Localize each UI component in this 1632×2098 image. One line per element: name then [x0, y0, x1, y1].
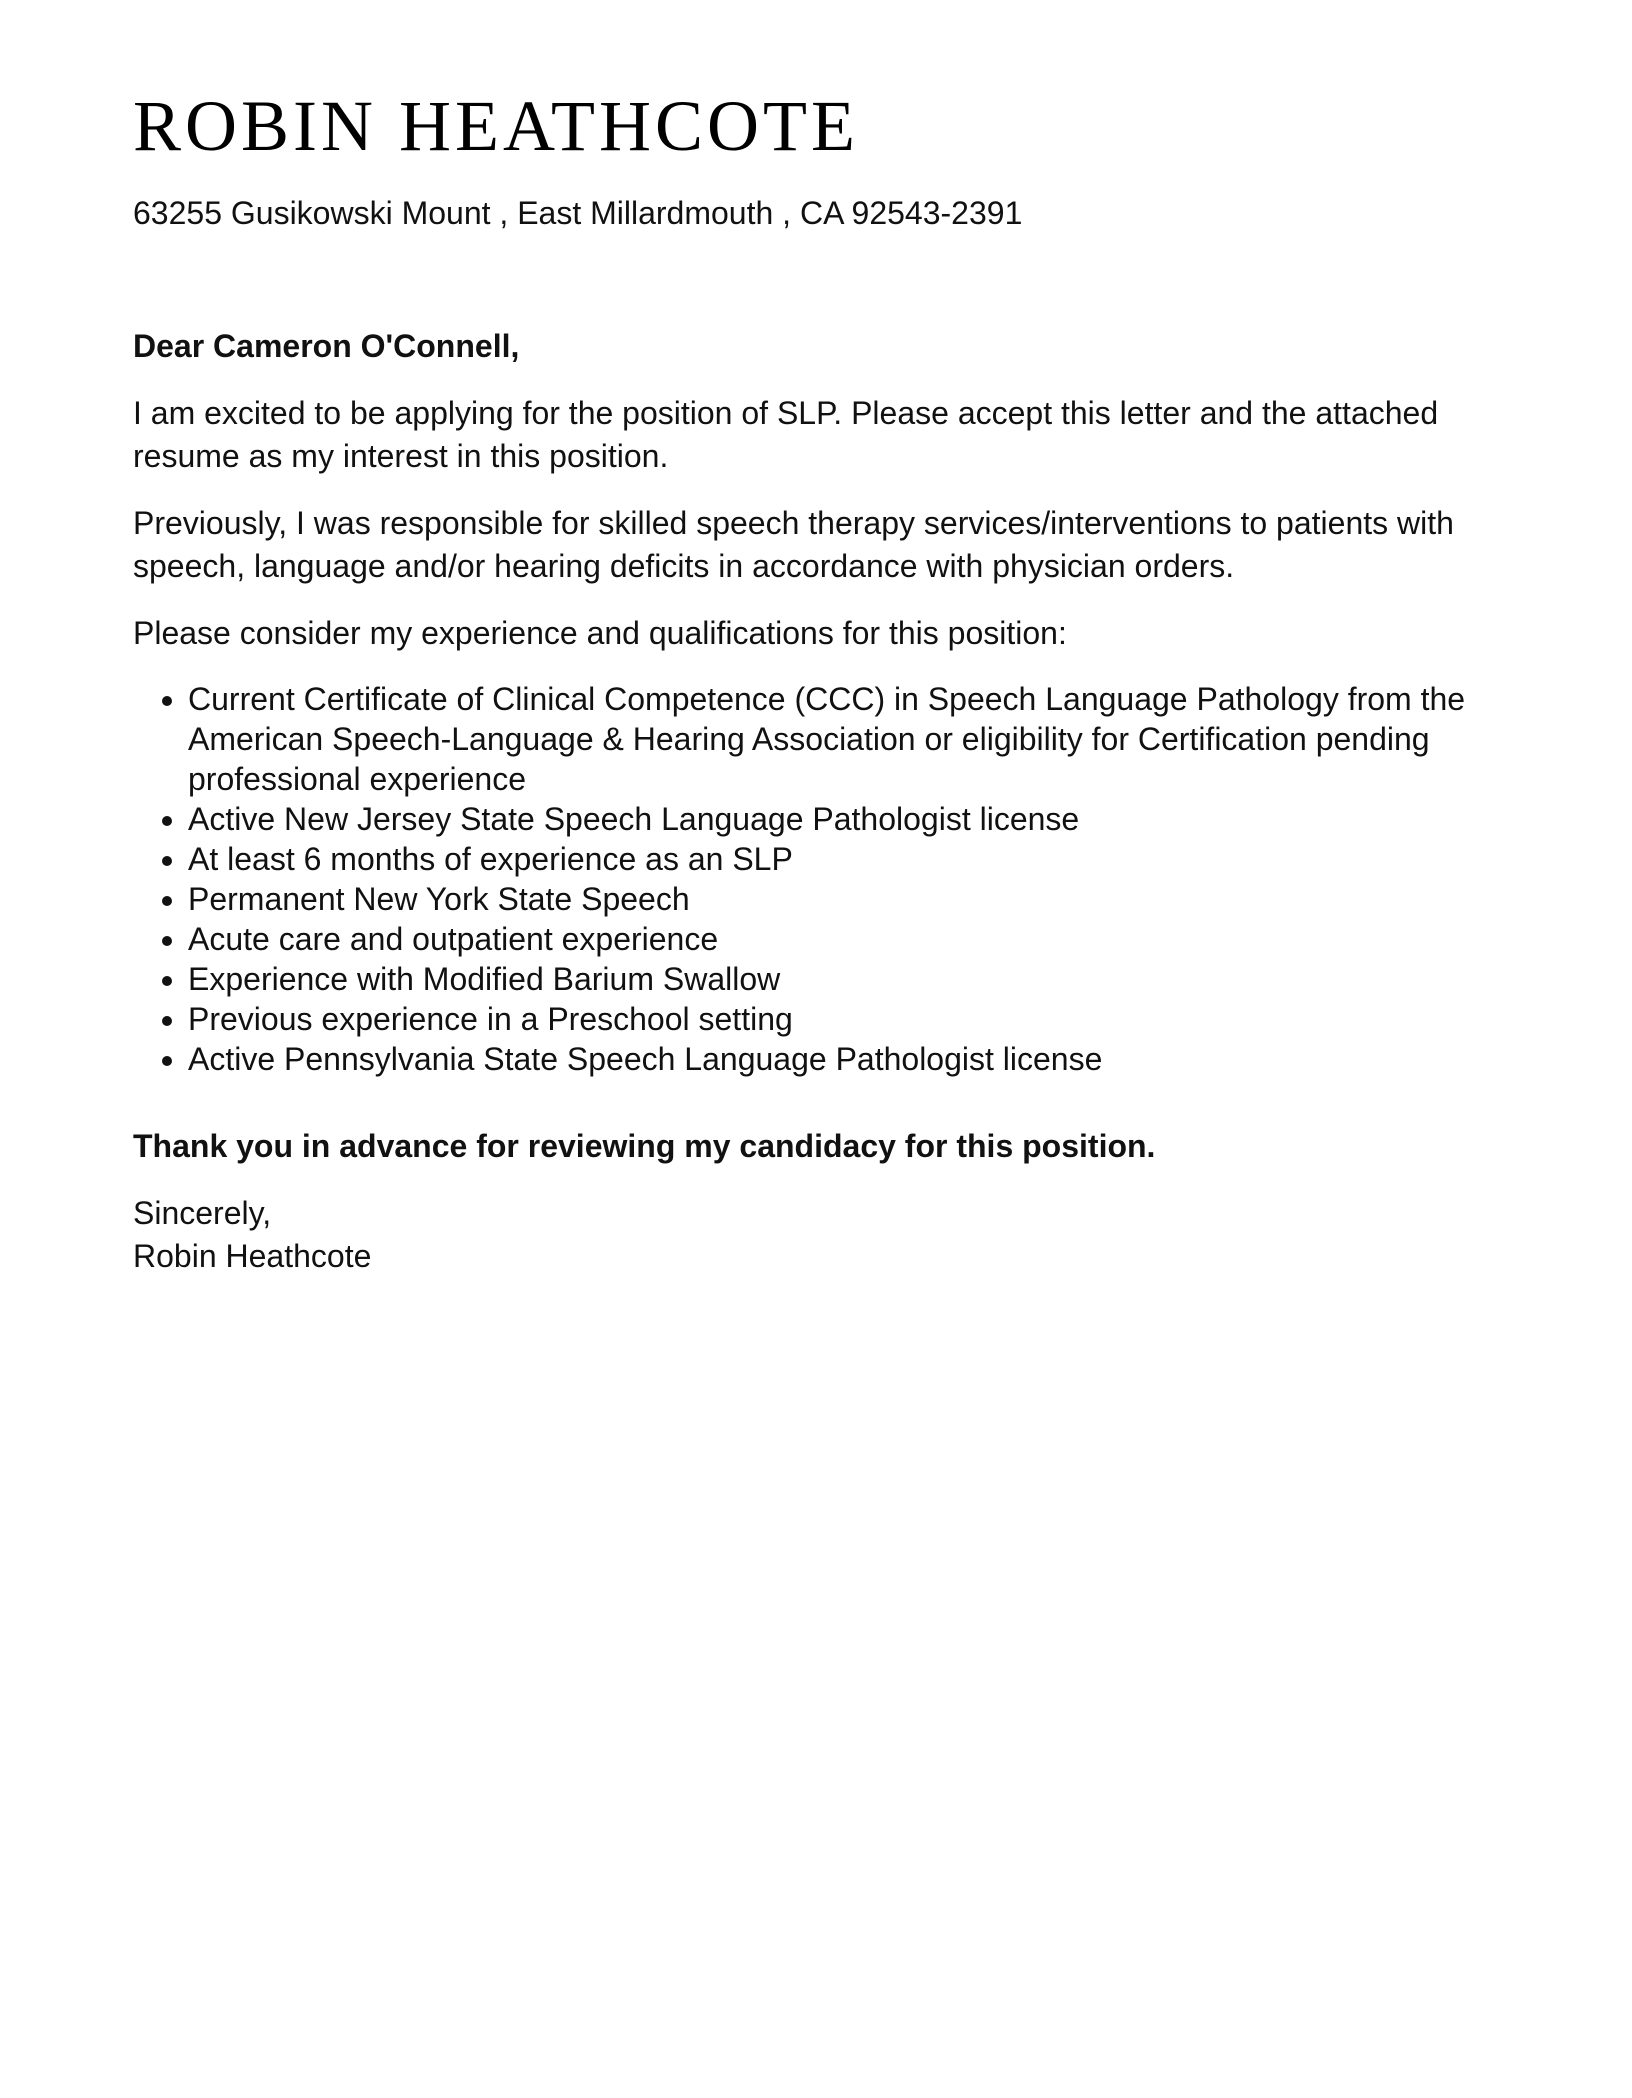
qualification-item-nj-license: • Active New Jersey State Speech Language Pathologist license: [188, 799, 1499, 839]
letter-body: [133, 325, 1499, 1278]
signoff-word: Sincerely,: [133, 1195, 272, 1231]
qualification-item-ny-speech: • Permanent New York State Speech: [188, 879, 1499, 919]
qualification-item-preschool: • Previous experience in a Preschool setting: [188, 999, 1499, 1039]
letter-header: [133, 86, 1499, 235]
letter-content: [133, 86, 1499, 1278]
sender-name: ROBIN HEATHCOTE: [133, 86, 859, 166]
sender-address: 63255 Gusikowski Mount , East Millardmouth , CA 92543-2391: [133, 195, 1023, 231]
qualifications-list: [133, 679, 1499, 1079]
qualification-item-experience-months: • At least 6 months of experience as an SLP: [188, 839, 1499, 879]
closing-statement: Thank you in advance for reviewing my candidacy for this position.: [133, 1128, 1156, 1164]
paragraph-qualifications-lead: Please consider my experience and qualifications for this position:: [133, 615, 1067, 651]
paragraph-intro: I am excited to be applying for the position of SLP. Please accept this letter and the attached resume as my interest in this position.: [133, 395, 1439, 474]
qualification-item-pa-license: • Active Pennsylvania State Speech Language Pathologist license: [188, 1039, 1499, 1079]
qualification-item-barium-swallow: • Experience with Modified Barium Swallow: [188, 959, 1499, 999]
signature-name: Robin Heathcote: [133, 1238, 372, 1274]
qualification-item-ccc: • Current Certificate of Clinical Competence (CCC) in Speech Language Pathology from the American Speech-Language & Hearing Association or eligibility for Certification pending professional experience: [188, 679, 1499, 799]
greeting: Dear Cameron O'Connell,: [133, 328, 520, 364]
signoff-block: [133, 1192, 1499, 1278]
paragraph-previous-experience: Previously, I was responsible for skilled speech therapy services/interventions to patients with speech, language and/or hearing deficits in accordance with physician orders.: [133, 505, 1454, 584]
qualification-item-acute-care: • Acute care and outpatient experience: [188, 919, 1499, 959]
